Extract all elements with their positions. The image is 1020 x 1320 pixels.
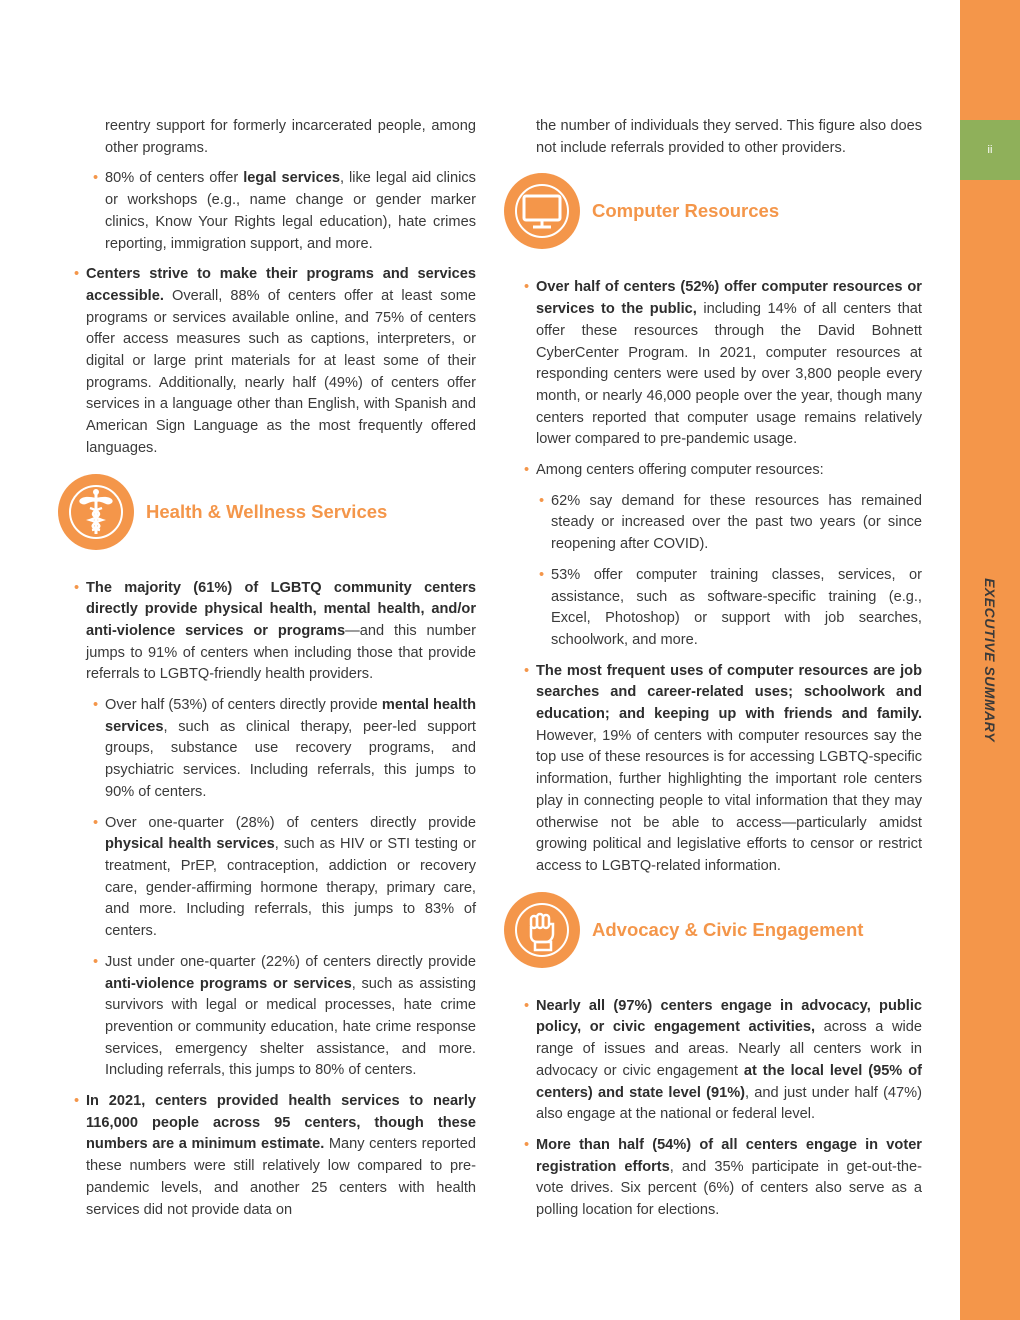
advocacy-section-header (504, 892, 922, 968)
bullet-physical-health: • Over one-quarter (28%) of centers directly provide physical health services, such as HIV or STI testing or treatment, PrEP, contraception, addiction or recovery care, gender-affirming hormone therapy, primary care, and more. Including referrals, this jumps to 83% of centers. (93, 814, 476, 940)
computer-monitor-icon (504, 173, 580, 249)
bullet-advocacy: • Nearly all (97%) centers engage in advocacy, public policy, or civic engagement activities, across a wide range of issues and areas. Nearly all centers work in advocacy or civic engagement at the local level (95% of centers) and state level (91%), and just under half (47%) also engage at the national or federal level. (524, 997, 922, 1123)
bullet-demand: • 62% say demand for these resources has remained steady or increased over the past two years (or since reopening after COVID). (539, 492, 922, 553)
bullet-voter-registration: • More than half (54%) of all centers engage in voter registration efforts, and 35% participate in get-out-the-vote drives. Six percent (6%) of centers also serve as a polling location for elections. (524, 1136, 922, 1219)
paragraph-continuation: reentry support for formerly incarcerated people, among other programs. (105, 118, 476, 156)
bullet-marker: • (524, 279, 530, 296)
bullet-mental-health: • Over half (53%) of centers directly provide mental health services, such as clinical therapy, peer-led support groups, substance use recovery programs, and psychiatric services. Including referrals, this jumps to 90% of centers. (93, 697, 476, 800)
bullet-marker: • (93, 697, 99, 714)
bullet-legal-services: • 80% of centers offer legal services, like legal aid clinics or workshops (e.g., name change or gender marker clinics, Know Your Rights legal education), hate crimes reporting, immigration support, and more. (93, 170, 476, 252)
bullet-marker: • (539, 566, 545, 583)
bullet-marker: • (524, 662, 530, 679)
bullet-marker: • (93, 170, 99, 187)
bullet-marker: • (93, 953, 99, 970)
bullet-marker: • (539, 492, 545, 509)
bullet-health-majority: • The majority (61%) of LGBTQ community centers directly provide physical health, mental health, and/or anti-violence services or programs—and this number jumps to 91% of centers when including those that provide referrals to LGBTQ-friendly health providers. (74, 579, 476, 683)
bullet-computer-resources: • Over half of centers (52%) offer computer resources or services to the public, including 14% of all centers that offer these resources through the David Bohnett CyberCenter Program. In 2021, computer resources at responding centers were used by over 3,800 people every month, or nearly 46,000 people over the year, though many centers reported that computer usage remains relatively lower compared to pre-pandemic usage. (524, 279, 922, 448)
page-number-tab (960, 120, 1020, 180)
raised-fist-icon (504, 892, 580, 968)
bullet-health-services-2021: • In 2021, centers provided health services to nearly 116,000 people across 95 centers, though these numbers are a minimum estimate. Many centers reported these numbers were still relatively low compared to pre-pandemic levels, and another 25 centers with health services did not provide data on (74, 1093, 476, 1218)
bullet-marker: • (524, 1136, 530, 1153)
paragraph-continuation: the number of individuals they served. This figure also does not include referrals provided to other providers. (536, 118, 922, 156)
section-label: EXECUTIVE SUMMARY (982, 578, 998, 742)
bullet-anti-violence: • Just under one-quarter (22%) of centers directly provide anti-violence programs or services, such as assisting survivors with legal or medical processes, hate crime prevention or community education, hate crime response services, emergency shelter assistance, and more. Including referrals, this jumps to 80% of centers. (93, 953, 476, 1079)
advocacy-section-title: Advocacy & Civic Engagement (592, 918, 864, 940)
health-section-title: Health & Wellness Services (146, 500, 388, 522)
bullet-frequent-uses: • The most frequent uses of computer resources are job searches and career-related uses; schoolwork and education; and keeping up with friends and family. However, 19% of centers with computer resources say the top use of these resources is for accessing LGBTQ-specific information, further highlighting the important role centers play in connecting people to vital information that they may otherwise not be able to access—particularly amidst growing political and legislative efforts to censor or restrict access to LGBTQ-related information. (524, 662, 922, 874)
page-number: ii (987, 144, 993, 156)
bullet-marker: • (74, 1093, 80, 1110)
computer-section-title: Computer Resources (592, 200, 780, 222)
right-column (524, 116, 922, 1231)
bullet-marker: • (93, 814, 99, 831)
bullet-marker: • (74, 266, 80, 283)
bullet-accessibility: • Centers strive to make their programs and services accessible. Overall, 88% of centers offer at least some programs or services available online, and 75% of centers offer access measures such as captions, interpreters, or digital or large print materials for at least some of their programs. Additionally, nearly half (49%) of centers offer services in a language other than English, with Spanish and American Sign Language as the most frequently offered languages. (74, 266, 476, 456)
bullet-training: • 53% offer computer training classes, services, or assistance, such as software-specific training (e.g., Excel, Photoshop) or support with job searches, schoolwork, and more. (539, 566, 922, 648)
bullet-marker: • (524, 997, 530, 1014)
left-column (74, 116, 476, 1230)
bullet-marker: • (74, 579, 80, 596)
health-section-header (58, 474, 476, 550)
bullet-marker: • (524, 462, 530, 479)
bullet-among-centers: • Among centers offering computer resources: (536, 460, 922, 482)
caduceus-icon (58, 474, 134, 550)
computer-section-header (504, 173, 922, 249)
